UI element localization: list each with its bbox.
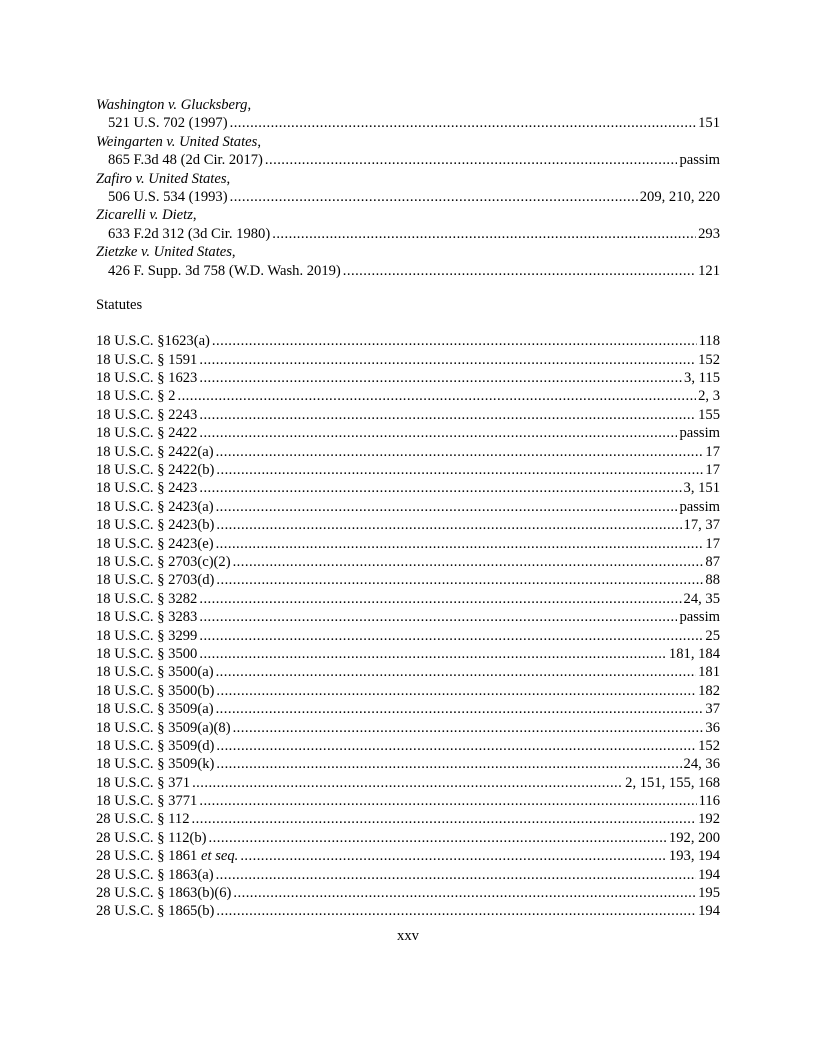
statute-citation-text: 18 U.S.C. § 2422(b) bbox=[96, 462, 215, 479]
dot-leader bbox=[209, 829, 667, 847]
dot-leader bbox=[199, 590, 681, 608]
statute-entry bbox=[96, 590, 720, 608]
case-citation-line bbox=[96, 114, 720, 132]
statute-citation-text: 18 U.S.C. § 3500(b) bbox=[96, 682, 215, 699]
statute-pages: 152 bbox=[698, 351, 720, 368]
statute-pages: 17 bbox=[705, 462, 720, 479]
dot-leader bbox=[216, 443, 704, 461]
statutes-list bbox=[96, 332, 720, 921]
case-title-line bbox=[96, 243, 720, 261]
statute-entry bbox=[96, 663, 720, 681]
dot-leader bbox=[212, 332, 697, 350]
case-title-line bbox=[96, 133, 720, 151]
statute-citation-text: 28 U.S.C. § 1863(a) bbox=[96, 866, 214, 883]
dot-leader bbox=[230, 188, 638, 206]
dot-leader bbox=[199, 608, 677, 626]
statute-entry bbox=[96, 608, 720, 626]
statute-pages: 192, 200 bbox=[668, 829, 720, 846]
statute-citation-text: 18 U.S.C. § 1623 bbox=[96, 370, 198, 387]
statute-citation bbox=[96, 535, 214, 553]
case-entry bbox=[96, 170, 720, 207]
statute-citation bbox=[96, 700, 214, 718]
statute-citation-text: 18 U.S.C. § 2423(a) bbox=[96, 498, 214, 515]
case-entry bbox=[96, 206, 720, 243]
dot-leader bbox=[343, 262, 696, 280]
statute-citation-italic: et seq. bbox=[201, 848, 239, 865]
statute-citation-text: 28 U.S.C. § 112 bbox=[96, 811, 190, 828]
statute-pages: 152 bbox=[698, 737, 720, 754]
statute-citation-text: 18 U.S.C. § 1591 bbox=[96, 351, 198, 368]
statute-citation bbox=[96, 351, 197, 369]
statute-pages: 3, 115 bbox=[684, 370, 720, 387]
case-title-line bbox=[96, 170, 720, 188]
case-name: Weingarten v. United States bbox=[96, 133, 258, 150]
dot-leader bbox=[265, 151, 678, 169]
statute-citation bbox=[96, 682, 214, 700]
dot-leader bbox=[199, 424, 677, 442]
statute-citation bbox=[96, 332, 210, 350]
statute-citation-text: 28 U.S.C. § 1863(b)(6) bbox=[96, 885, 232, 902]
case-citation: 865 F.3d 48 (2d Cir. 2017) bbox=[108, 152, 263, 169]
case-name-comma: , bbox=[231, 244, 236, 261]
statute-entry bbox=[96, 792, 720, 810]
statute-citation bbox=[96, 810, 190, 828]
statutes-heading: Statutes bbox=[96, 296, 143, 313]
statute-citation bbox=[96, 627, 197, 645]
dot-leader bbox=[216, 700, 704, 718]
statute-entry bbox=[96, 479, 720, 497]
statute-citation bbox=[96, 516, 214, 534]
case-citation: 521 U.S. 702 (1997) bbox=[108, 115, 228, 132]
statute-citation-text: 18 U.S.C. § 3283 bbox=[96, 609, 198, 626]
case-entry bbox=[96, 243, 720, 280]
statute-pages: 88 bbox=[705, 572, 720, 589]
statute-entry bbox=[96, 516, 720, 534]
statute-pages: 17, 37 bbox=[683, 517, 720, 534]
statute-citation-text: 18 U.S.C. § 2422 bbox=[96, 425, 198, 442]
heading-spacer bbox=[96, 314, 720, 332]
statute-pages: 36 bbox=[705, 719, 720, 736]
statute-citation bbox=[96, 608, 197, 626]
statute-pages: 195 bbox=[698, 885, 720, 902]
statute-entry bbox=[96, 627, 720, 645]
statute-pages: 181, 184 bbox=[668, 645, 720, 662]
statute-citation-text: 18 U.S.C. § 3509(d) bbox=[96, 737, 215, 754]
dot-leader bbox=[233, 719, 704, 737]
statute-entry bbox=[96, 424, 720, 442]
statute-entry bbox=[96, 332, 720, 350]
statute-citation bbox=[96, 369, 197, 387]
dot-leader bbox=[216, 663, 697, 681]
case-name-comma: , bbox=[257, 133, 261, 150]
statute-pages: 87 bbox=[705, 553, 720, 570]
statute-entry bbox=[96, 774, 720, 792]
statute-citation-text: 18 U.S.C. § 3500(a) bbox=[96, 664, 214, 681]
case-entry bbox=[96, 96, 720, 133]
statute-citation bbox=[96, 645, 197, 663]
statute-pages: 194 bbox=[698, 866, 720, 883]
statute-pages: 24, 35 bbox=[683, 590, 720, 607]
statute-pages: passim bbox=[679, 498, 720, 515]
statute-citation-text: 18 U.S.C. § 2423 bbox=[96, 480, 198, 497]
case-title-line bbox=[96, 206, 720, 224]
statute-pages: 116 bbox=[698, 793, 720, 810]
statute-citation-text: 28 U.S.C. § 112(b) bbox=[96, 829, 207, 846]
case-name: Zafiro v. United States bbox=[96, 170, 227, 187]
statute-citation bbox=[96, 571, 214, 589]
dot-leader bbox=[199, 351, 696, 369]
statute-citation bbox=[96, 461, 214, 479]
statute-citation-text: 28 U.S.C. § 1865(b) bbox=[96, 903, 215, 920]
statute-citation-text: 18 U.S.C. § 3299 bbox=[96, 627, 198, 644]
statute-pages: passim bbox=[679, 609, 720, 626]
statute-entry bbox=[96, 847, 720, 865]
statute-pages: 182 bbox=[698, 682, 720, 699]
statute-entry bbox=[96, 387, 720, 405]
statute-entry bbox=[96, 571, 720, 589]
dot-leader bbox=[272, 225, 696, 243]
statute-entry bbox=[96, 406, 720, 424]
statute-citation-text: 18 U.S.C. § 3500 bbox=[96, 645, 198, 662]
case-citation-line bbox=[96, 262, 720, 280]
dot-leader bbox=[240, 847, 667, 865]
dot-leader bbox=[216, 755, 681, 773]
statute-pages: 181 bbox=[698, 664, 720, 681]
statute-citation bbox=[96, 719, 231, 737]
dot-leader bbox=[199, 627, 703, 645]
statute-citation-text: 18 U.S.C. § 3509(a) bbox=[96, 701, 214, 718]
statute-citation bbox=[96, 737, 214, 755]
dot-leader bbox=[192, 810, 697, 828]
statute-citation-text: 18 U.S.C. § 3771 bbox=[96, 793, 198, 810]
case-name-comma: , bbox=[192, 207, 197, 224]
statute-pages: passim bbox=[679, 425, 720, 442]
case-pages: 293 bbox=[698, 225, 720, 242]
dot-leader bbox=[199, 479, 681, 497]
statute-citation bbox=[96, 792, 197, 810]
dot-leader bbox=[216, 902, 696, 920]
case-citation: 633 F.2d 312 (3d Cir. 1980) bbox=[108, 225, 271, 242]
statute-pages: 2, 3 bbox=[698, 388, 720, 405]
statute-entry bbox=[96, 461, 720, 479]
dot-leader bbox=[216, 866, 697, 884]
statute-pages: 155 bbox=[698, 406, 720, 423]
statute-entry bbox=[96, 682, 720, 700]
case-name: Washington v. Glucksberg bbox=[96, 97, 248, 113]
dot-leader bbox=[216, 461, 703, 479]
statute-citation bbox=[96, 406, 197, 424]
dot-leader bbox=[216, 737, 696, 755]
case-name-comma: , bbox=[247, 97, 252, 113]
dot-leader bbox=[199, 645, 667, 663]
case-citation-line bbox=[96, 151, 720, 169]
statute-citation-text: 18 U.S.C. § 3509(a)(8) bbox=[96, 719, 231, 736]
statute-citation-text: 18 U.S.C. § 2423(e) bbox=[96, 535, 214, 552]
dot-leader bbox=[199, 406, 696, 424]
case-citation-line bbox=[96, 188, 720, 206]
statute-citation-text: 18 U.S.C. § 3509(k) bbox=[96, 756, 215, 773]
statute-citation bbox=[96, 663, 214, 681]
statute-citation-text: 18 U.S.C. § 2243 bbox=[96, 406, 198, 423]
case-pages: 121 bbox=[698, 262, 720, 279]
statute-entry bbox=[96, 645, 720, 663]
case-citation: 426 F. Supp. 3d 758 (W.D. Wash. 2019) bbox=[108, 262, 341, 279]
statute-entry bbox=[96, 369, 720, 387]
case-citation: 506 U.S. 534 (1993) bbox=[108, 188, 228, 205]
statute-citation-text: 28 U.S.C. § 1861 bbox=[96, 848, 202, 865]
dot-leader bbox=[233, 884, 696, 902]
dot-leader bbox=[216, 498, 678, 516]
statute-entry bbox=[96, 553, 720, 571]
statute-pages: 3, 151 bbox=[683, 480, 720, 497]
statute-citation bbox=[96, 498, 214, 516]
table-of-authorities bbox=[96, 96, 720, 921]
statute-citation-text: 18 U.S.C. § 371 bbox=[96, 774, 191, 791]
statute-citation bbox=[96, 902, 214, 920]
case-name: Zietzke v. United States bbox=[96, 244, 232, 261]
dot-leader bbox=[177, 387, 696, 405]
statute-citation bbox=[96, 553, 231, 571]
statute-citation bbox=[96, 884, 231, 902]
statute-entry bbox=[96, 719, 720, 737]
statute-entry bbox=[96, 810, 720, 828]
statute-citation bbox=[96, 774, 190, 792]
case-pages: passim bbox=[679, 152, 720, 169]
dot-leader bbox=[199, 369, 682, 387]
statute-entry bbox=[96, 498, 720, 516]
statute-pages: 25 bbox=[705, 627, 720, 644]
statute-citation-text: 18 U.S.C. § 2423(b) bbox=[96, 517, 215, 534]
statute-entry bbox=[96, 866, 720, 884]
statute-pages: 37 bbox=[705, 701, 720, 718]
statute-citation bbox=[96, 755, 214, 773]
statute-pages: 17 bbox=[705, 535, 720, 552]
statute-pages: 118 bbox=[698, 333, 720, 350]
statute-citation bbox=[96, 479, 197, 497]
case-pages: 151 bbox=[698, 115, 720, 132]
statute-entry bbox=[96, 902, 720, 920]
statute-entry bbox=[96, 351, 720, 369]
statute-entry bbox=[96, 884, 720, 902]
statute-citation-text: 18 U.S.C. § 2 bbox=[96, 388, 176, 405]
statute-citation bbox=[96, 443, 214, 461]
statute-entry bbox=[96, 535, 720, 553]
statute-pages: 193, 194 bbox=[668, 848, 720, 865]
statute-citation-text: 18 U.S.C. § 2703(c)(2) bbox=[96, 553, 231, 570]
statute-citation-text: 18 U.S.C. § 2422(a) bbox=[96, 443, 214, 460]
statute-citation bbox=[96, 590, 197, 608]
statute-citation bbox=[96, 847, 238, 865]
page-number: xxv bbox=[397, 928, 419, 944]
case-title-line bbox=[96, 96, 720, 114]
case-name-comma: , bbox=[226, 170, 231, 187]
statute-entry bbox=[96, 737, 720, 755]
dot-leader bbox=[216, 516, 681, 534]
case-pages: 209, 210, 220 bbox=[639, 188, 720, 205]
case-entry bbox=[96, 133, 720, 170]
dot-leader bbox=[216, 682, 696, 700]
statute-pages: 17 bbox=[705, 443, 720, 460]
statute-pages: 2, 151, 155, 168 bbox=[625, 774, 720, 791]
dot-leader bbox=[192, 774, 623, 792]
statute-citation bbox=[96, 424, 197, 442]
statute-pages: 194 bbox=[698, 903, 720, 920]
statute-citation bbox=[96, 387, 175, 405]
statute-entry bbox=[96, 700, 720, 718]
dot-leader bbox=[216, 535, 704, 553]
statute-citation-text: 18 U.S.C. §1623(a) bbox=[96, 333, 210, 350]
statute-pages: 24, 36 bbox=[683, 756, 720, 773]
statute-citation bbox=[96, 829, 207, 847]
cases-section bbox=[96, 96, 720, 280]
statute-entry bbox=[96, 755, 720, 773]
statute-entry bbox=[96, 443, 720, 461]
dot-leader bbox=[216, 571, 703, 589]
statute-citation-text: 18 U.S.C. § 2703(d) bbox=[96, 572, 215, 589]
dot-leader bbox=[233, 553, 704, 571]
statute-entry bbox=[96, 829, 720, 847]
case-citation-line bbox=[96, 225, 720, 243]
statute-citation-text: 18 U.S.C. § 3282 bbox=[96, 590, 198, 607]
dot-leader bbox=[199, 792, 696, 810]
statute-citation bbox=[96, 866, 214, 884]
dot-leader bbox=[230, 114, 697, 132]
statute-pages: 192 bbox=[698, 811, 720, 828]
case-name: Zicarelli v. Dietz bbox=[96, 207, 193, 224]
